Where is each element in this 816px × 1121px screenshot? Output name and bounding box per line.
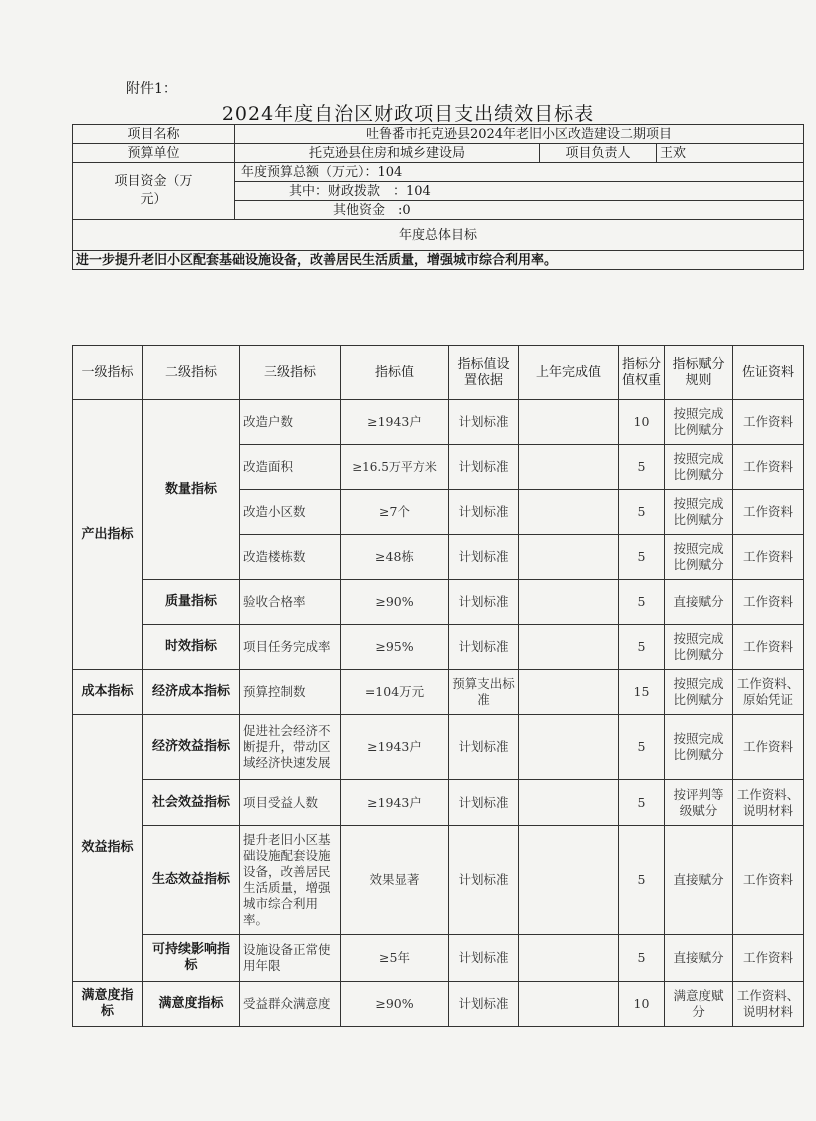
weight-cell: 5 — [619, 826, 665, 935]
table-row — [73, 826, 804, 935]
attachment-label: 附件1： — [126, 81, 177, 97]
weight-cell: 5 — [619, 445, 665, 490]
header-rule: 指标赋分规则 — [665, 346, 733, 400]
value-cell: ≥48栋 — [341, 535, 449, 580]
evidence-cell: 工作资料 — [733, 535, 804, 580]
level3-cell: 改造小区数 — [240, 490, 341, 535]
evidence-cell: 工作资料、说明材料 — [733, 780, 804, 826]
other-funds: 其他资金 :0 — [235, 201, 804, 220]
table-row — [73, 580, 804, 625]
basis-cell: 计划标准 — [449, 400, 519, 445]
header-value: 指标值 — [341, 346, 449, 400]
evidence-cell: 工作资料、说明材料 — [733, 982, 804, 1027]
evidence-cell: 工作资料 — [733, 826, 804, 935]
weight-cell: 15 — [619, 670, 665, 715]
value-cell: ≥5年 — [341, 935, 449, 982]
header-row — [73, 346, 804, 400]
budget-unit-label: 预算单位 — [73, 144, 235, 163]
level3-cell: 促进社会经济不断提升，带动区域经济快速发展 — [240, 715, 341, 780]
level2-sustain: 可持续影响指标 — [143, 935, 240, 982]
basis-cell: 计划标准 — [449, 715, 519, 780]
rule-cell: 按照完成比例赋分 — [665, 535, 733, 580]
prev-cell — [519, 826, 619, 935]
weight-cell: 5 — [619, 580, 665, 625]
rule-cell: 直接赋分 — [665, 580, 733, 625]
budget-unit-value: 托克逊县住房和城乡建设局 — [235, 144, 540, 163]
project-name-row — [73, 125, 804, 144]
goal-header-row — [73, 220, 804, 251]
value-cell: ≥95% — [341, 625, 449, 670]
basis-cell: 计划标准 — [449, 935, 519, 982]
table-row — [73, 670, 804, 715]
basis-cell: 预算支出标准 — [449, 670, 519, 715]
basis-cell: 计划标准 — [449, 826, 519, 935]
value-cell: ≥1943户 — [341, 715, 449, 780]
rule-cell: 按照完成比例赋分 — [665, 625, 733, 670]
project-name-label: 项目名称 — [73, 125, 235, 144]
level3-cell: 验收合格率 — [240, 580, 341, 625]
level2-econ-cost: 经济成本指标 — [143, 670, 240, 715]
value-cell: ≥1943户 — [341, 400, 449, 445]
prev-cell — [519, 670, 619, 715]
manager-value: 王欢 — [657, 144, 804, 163]
rule-cell: 按照完成比例赋分 — [665, 490, 733, 535]
goal-text-row — [73, 251, 804, 270]
level1-cost: 成本指标 — [73, 670, 143, 715]
level3-cell: 提升老旧小区基础设施配套设施设备，改善居民生活质量，增强城市综合利用率。 — [240, 826, 341, 935]
prev-cell — [519, 445, 619, 490]
level2-eco-benefit: 生态效益指标 — [143, 826, 240, 935]
basis-cell: 计划标准 — [449, 982, 519, 1027]
value-cell: ≥90% — [341, 982, 449, 1027]
level3-cell: 项目受益人数 — [240, 780, 341, 826]
evidence-cell: 工作资料 — [733, 715, 804, 780]
table-row — [73, 780, 804, 826]
header-level2: 二级指标 — [143, 346, 240, 400]
rule-cell: 直接赋分 — [665, 935, 733, 982]
level2-quality: 质量指标 — [143, 580, 240, 625]
header-level1: 一级指标 — [73, 346, 143, 400]
level3-cell: 项目任务完成率 — [240, 625, 341, 670]
fiscal-allocation: 其中：财政拨款 ：104 — [235, 182, 804, 201]
level3-cell: 改造户数 — [240, 400, 341, 445]
basis-cell: 计划标准 — [449, 780, 519, 826]
page-title: 2024年度自治区财政项目支出绩效目标表 — [221, 103, 595, 125]
basis-cell: 计划标准 — [449, 490, 519, 535]
header-prev: 上年完成值 — [519, 346, 619, 400]
prev-cell — [519, 715, 619, 780]
weight-cell: 5 — [619, 490, 665, 535]
rule-cell: 满意度赋分 — [665, 982, 733, 1027]
level1-satisfaction: 满意度指标 — [73, 982, 143, 1027]
prev-cell — [519, 780, 619, 826]
evidence-cell: 工作资料 — [733, 490, 804, 535]
weight-cell: 5 — [619, 535, 665, 580]
rule-cell: 直接赋分 — [665, 826, 733, 935]
prev-cell — [519, 400, 619, 445]
basis-cell: 计划标准 — [449, 625, 519, 670]
header-evidence: 佐证资料 — [733, 346, 804, 400]
level2-quantity: 数量指标 — [143, 400, 240, 580]
evidence-cell: 工作资料 — [733, 935, 804, 982]
table-row — [73, 935, 804, 982]
level2-timeliness: 时效指标 — [143, 625, 240, 670]
basis-cell: 计划标准 — [449, 445, 519, 490]
rule-cell: 按照完成比例赋分 — [665, 400, 733, 445]
value-cell: ≥7个 — [341, 490, 449, 535]
prev-cell — [519, 580, 619, 625]
level2-social-benefit: 社会效益指标 — [143, 780, 240, 826]
annual-budget: 年度预算总额（万元）：104 — [235, 163, 804, 182]
evidence-cell: 工作资料 — [733, 445, 804, 490]
value-cell: ≥16.5万平方米 — [341, 445, 449, 490]
level2-satisfaction: 满意度指标 — [143, 982, 240, 1027]
level2-econ-benefit: 经济效益指标 — [143, 715, 240, 780]
level3-cell: 预算控制数 — [240, 670, 341, 715]
evidence-cell: 工作资料 — [733, 625, 804, 670]
goal-text: 进一步提升老旧小区配套基础设施设备，改善居民生活质量，增强城市综合利用率。 — [73, 251, 804, 270]
rule-cell: 按照完成比例赋分 — [665, 715, 733, 780]
header-weight: 指标分值权重 — [619, 346, 665, 400]
evidence-cell: 工作资料 — [733, 400, 804, 445]
budget-unit-row — [73, 144, 804, 163]
project-name-value: 吐鲁番市托克逊县2024年老旧小区改造建设二期项目 — [235, 125, 804, 144]
value-cell: ≥90% — [341, 580, 449, 625]
prev-cell — [519, 935, 619, 982]
evidence-cell: 工作资料、原始凭证 — [733, 670, 804, 715]
weight-cell: 5 — [619, 935, 665, 982]
manager-label: 项目负责人 — [540, 144, 657, 163]
level3-cell: 受益群众满意度 — [240, 982, 341, 1027]
evidence-cell: 工作资料 — [733, 580, 804, 625]
goal-header: 年度总体目标 — [73, 220, 804, 251]
level1-benefit: 效益指标 — [73, 715, 143, 982]
header-basis: 指标值设置依据 — [449, 346, 519, 400]
table-row — [73, 400, 804, 445]
weight-cell: 5 — [619, 625, 665, 670]
table-row — [73, 625, 804, 670]
value-cell: ≥1943户 — [341, 780, 449, 826]
level3-cell: 设施设备正常使用年限 — [240, 935, 341, 982]
prev-cell — [519, 625, 619, 670]
prev-cell — [519, 535, 619, 580]
level3-cell: 改造面积 — [240, 445, 341, 490]
weight-cell: 10 — [619, 400, 665, 445]
basis-cell: 计划标准 — [449, 535, 519, 580]
rule-cell: 按照完成比例赋分 — [665, 445, 733, 490]
project-info-table — [72, 124, 804, 270]
prev-cell — [519, 490, 619, 535]
level3-cell: 改造楼栋数 — [240, 535, 341, 580]
rule-cell: 按评判等级赋分 — [665, 780, 733, 826]
indicator-table — [72, 345, 804, 1027]
value-cell: 效果显著 — [341, 826, 449, 935]
funds-label: 项目资金（万元） — [73, 163, 235, 220]
level1-output: 产出指标 — [73, 400, 143, 670]
rule-cell: 按照完成比例赋分 — [665, 670, 733, 715]
funds-row-1 — [73, 163, 804, 182]
value-cell: =104万元 — [341, 670, 449, 715]
weight-cell: 5 — [619, 715, 665, 780]
weight-cell: 5 — [619, 780, 665, 826]
basis-cell: 计划标准 — [449, 580, 519, 625]
header-level3: 三级指标 — [240, 346, 341, 400]
prev-cell — [519, 982, 619, 1027]
weight-cell: 10 — [619, 982, 665, 1027]
table-row — [73, 715, 804, 780]
table-row — [73, 982, 804, 1027]
